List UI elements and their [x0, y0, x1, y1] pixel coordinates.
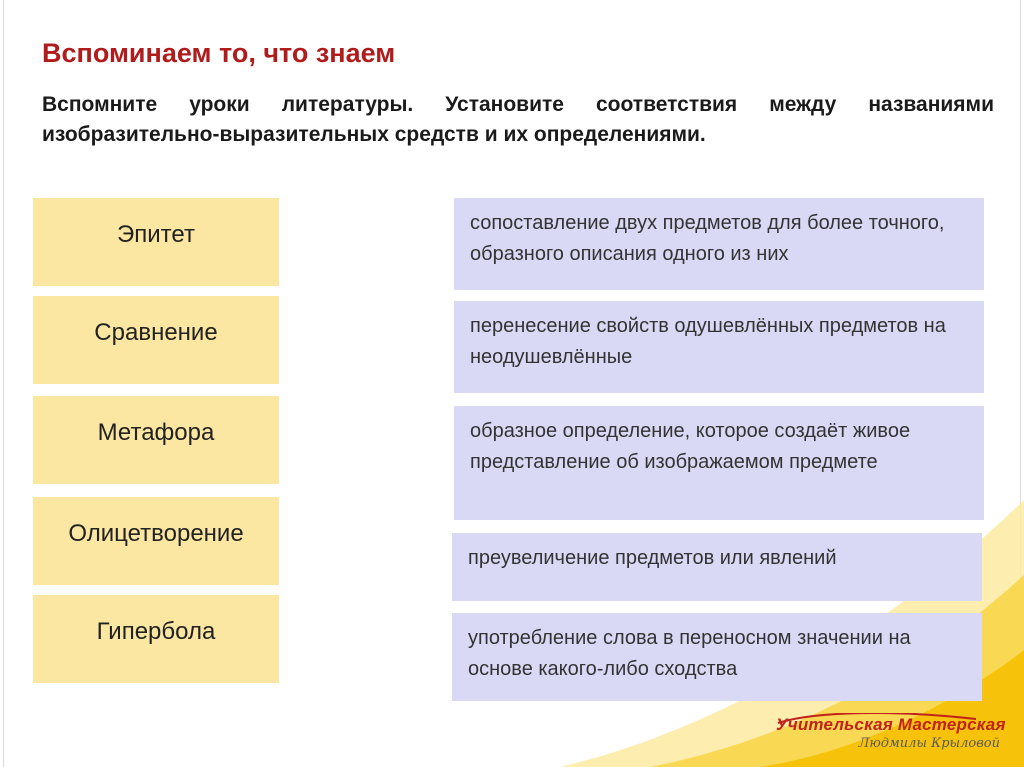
term-card-personification[interactable]: Олицетворение [33, 497, 279, 585]
definition-card-5[interactable]: употребление слова в переносном значении на основе какого-либо сходства [452, 613, 982, 701]
task-text: Вспомните уроки литературы. Установите соответствия между названиями изобразительно-выразительных средств и их определениями. [42, 93, 994, 146]
publisher-logo [776, 713, 1006, 753]
term-card-hyperbole[interactable]: Гипербола [33, 595, 279, 683]
definition-card-4[interactable]: преувеличение предметов или явлений [452, 533, 982, 601]
slide-title: Вспоминаем то, что знаем [42, 38, 396, 68]
definition-card-2[interactable]: перенесение свойств одушевлённых предметов на неодушевлённые [454, 301, 984, 393]
term-card-comparison[interactable]: Сравнение [33, 296, 279, 384]
term-card-metaphor[interactable]: Метафора [33, 396, 279, 484]
term-card-epithet[interactable]: Эпитет [33, 198, 279, 286]
definition-card-1[interactable]: сопоставление двух предметов для более точного, образного описания одного из них [454, 198, 984, 290]
logo-sub-text: Людмилы Крыловой [858, 736, 1000, 751]
logo-main-text: Учительская Мастерская [776, 715, 1006, 734]
definition-card-3[interactable]: образное определение, которое создаёт живое представление об изображаемом предмете [454, 406, 984, 520]
